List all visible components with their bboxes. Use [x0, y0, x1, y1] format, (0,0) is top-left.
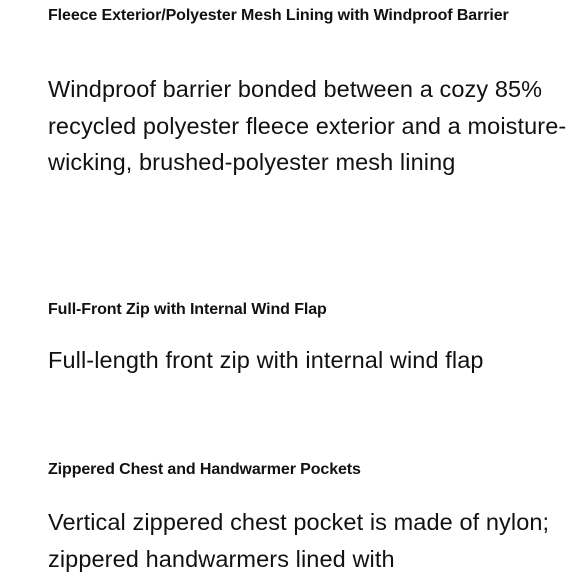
feature-heading-front-zip: Full-Front Zip with Internal Wind Flap: [48, 301, 327, 318]
feature-description-fleece-exterior: Windproof barrier bonded between a cozy 85% recycled polyester fleece exterior and a moisture-wicking, brushed-polyester mesh lining: [48, 76, 567, 175]
feature-heading-fleece-exterior: Fleece Exterior/Polyester Mesh Lining with Windproof Barrier: [48, 7, 509, 24]
feature-heading-pockets: Zippered Chest and Handwarmer Pockets: [48, 461, 361, 478]
feature-description-pockets: Vertical zippered chest pocket is made of nylon; zippered handwarmers lined with: [48, 509, 550, 572]
feature-description-front-zip: Full-length front zip with internal wind flap: [48, 347, 484, 373]
